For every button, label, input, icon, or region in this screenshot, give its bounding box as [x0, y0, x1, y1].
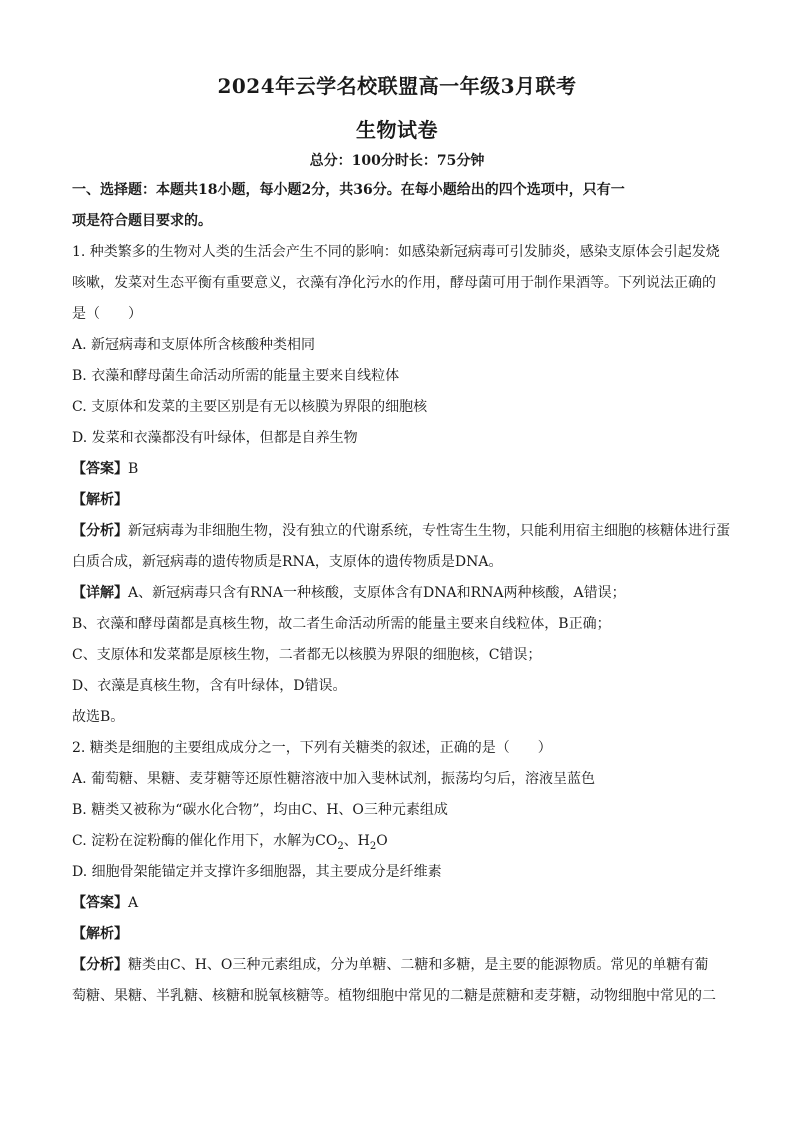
q1-answer-tag: 【答案】 — [72, 461, 128, 477]
q1-stem-line3: 是（ ） — [72, 306, 142, 322]
q2-option-b: B. 糖类又被称为“碳水化合物”，均由C、H、O三种元素组成 — [72, 802, 448, 818]
q2-option-c-sub2: 2 — [369, 840, 377, 852]
q1-stem-line1: 1. 种类繁多的生物对人类的生活会产生不同的影响：如感染新冠病毒可引发肺炎，感染支原体会引起发烧 — [72, 244, 720, 260]
q2-fenxi-text1: 糖类由C、H、O三种元素组成，分为单糖、二糖和多糖，是主要的能源物质。常见的单糖有葡 — [128, 957, 709, 973]
q1-answer — [72, 459, 722, 479]
q1-fenxi-text1: 新冠病毒为非细胞生物，没有独立的代谢系统，专性寄生生物，只能利用宿主细胞的核糖体进行蛋 — [128, 523, 730, 539]
q1-xiangjie-tag: 【详解】 — [72, 585, 128, 601]
q2-option-c-mid: 、H — [343, 833, 370, 849]
section-heading-line1: 一、选择题：本题共18小题，每小题2分，共36分。在每小题给出的四个选项中，只有一 — [72, 182, 625, 198]
q2-option-d: D. 细胞骨架能锚定并支撑许多细胞器，其主要成分是纤维素 — [72, 864, 442, 880]
q1-fenxi-tag: 【分析】 — [72, 523, 128, 539]
q1-option-a: A. 新冠病毒和支原体所含核酸种类相同 — [72, 337, 316, 353]
section-heading-line2: 项是符合题目要求的。 — [72, 213, 212, 229]
q2-answer — [72, 893, 722, 913]
q2-answer-tag: 【答案】 — [72, 895, 128, 911]
q2-option-c-post: O — [376, 833, 388, 849]
exam-subject: 生物试卷 — [356, 118, 438, 142]
q1-stem-line2: 咳嗽，发菜对生态平衡有重要意义，衣藻有净化污水的作用，酵母菌可用于制作果酒等。下列说法正确的 — [72, 275, 716, 291]
q2-analysis-tag: 【解析】 — [72, 926, 128, 942]
q2-fenxi-tag: 【分析】 — [72, 957, 128, 973]
q1-analysis-tag: 【解析】 — [72, 492, 128, 508]
q1-xiangjie-c: C、支原体和发菜都是原核生物，二者都无以核膜为界限的细胞核，C错误； — [72, 647, 542, 663]
q1-xiangjie-d: D、衣藻是真核生物，含有叶绿体，D错误。 — [72, 678, 347, 694]
exam-title: 2024年云学名校联盟高一年级3月联考 — [217, 74, 577, 98]
q1-option-d: D. 发菜和衣藻都没有叶绿体，但都是自养生物 — [72, 430, 358, 446]
q1-conclusion: 故选B。 — [72, 709, 125, 725]
q2-fenxi-line2: 萄糖、果糖、半乳糖、核糖和脱氧核糖等。植物细胞中常见的二糖是蔗糖和麦芽糖，动物细胞中常见的二 — [72, 988, 716, 1004]
q1-option-c: C. 支原体和发菜的主要区别是有无以核膜为界限的细胞核 — [72, 399, 428, 415]
q2-answer-value: A — [128, 895, 139, 911]
q2-stem: 2. 糖类是细胞的主要组成成分之一，下列有关糖类的叙述，正确的是（ ） — [72, 740, 552, 756]
q2-option-c-sub1: 2 — [337, 840, 344, 852]
q1-answer-value: B — [128, 461, 139, 477]
q2-option-a: A. 葡萄糖、果糖、麦芽糖等还原性糖溶液中加入斐林试剂，振荡均匀后，溶液呈蓝色 — [72, 771, 596, 787]
q1-fenxi-line2: 白质合成，新冠病毒的遗传物质是RNA，支原体的遗传物质是DNA。 — [72, 554, 503, 570]
q1-xiangjie-b: B、衣藻和酵母菌都是真核生物，故二者生命活动所需的能量主要来自线粒体，B正确； — [72, 616, 611, 632]
q1-option-b: B. 衣藻和酵母菌生命活动所需的能量主要来自线粒体 — [72, 368, 400, 384]
q1-xiangjie-text1: A、新冠病毒只含有RNA一种核酸，支原体含有DNA和RNA两种核酸，A错误； — [128, 585, 626, 601]
q2-option-c-text: C. 淀粉在淀粉酶的催化作用下，水解为CO — [72, 833, 338, 849]
q1-fenxi-line1 — [72, 521, 730, 541]
q1-xiangjie-line1 — [72, 583, 722, 603]
exam-meta: 总分：100分时长：75分钟 — [309, 153, 485, 169]
q2-option-c — [72, 831, 722, 851]
q2-fenxi-line1 — [72, 955, 722, 975]
